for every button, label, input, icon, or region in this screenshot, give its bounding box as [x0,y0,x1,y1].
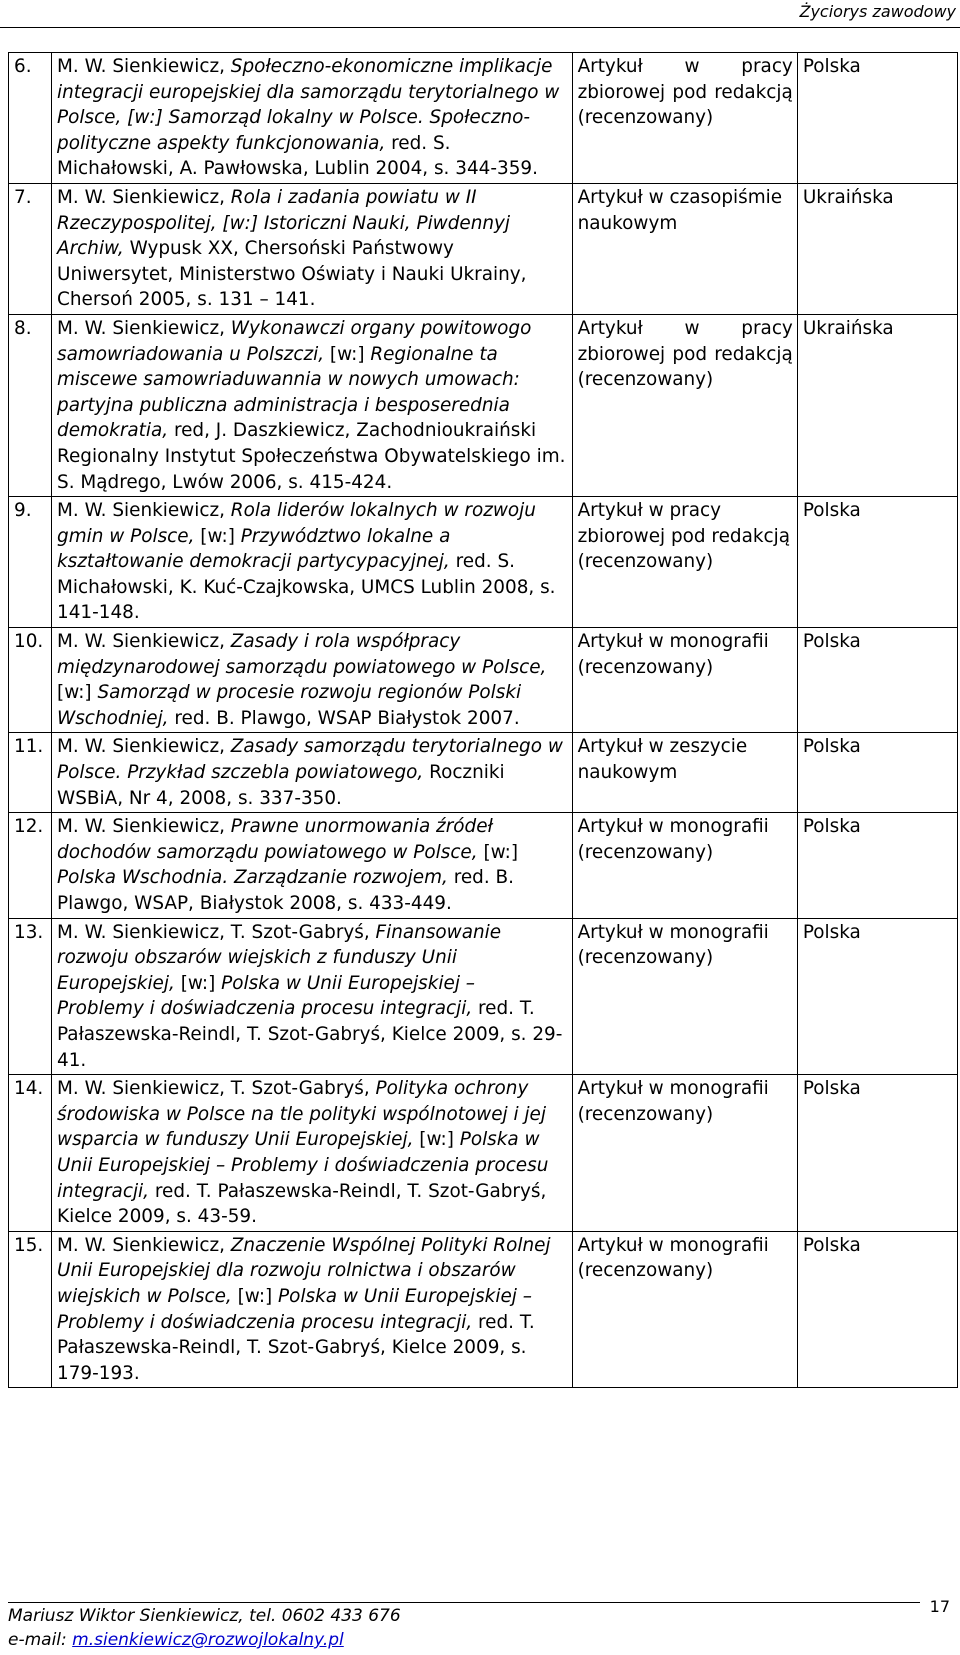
description-italic-segment: Zasady samorządu terytorialnego w Polsce. [57,736,563,784]
running-header: Życiorys zawodowy [799,2,956,21]
description-italic-segment: Polska w Unii Europejskiej – Problemy i doświadczenia procesu integracji, [57,972,475,1020]
publication-language: Polska [797,1075,957,1232]
publication-description [52,918,573,1075]
description-segment: red. S. Michałowski, A. Pawłowska, Lublin 2004, s. 344-359. [57,132,538,180]
description-segment: M. W. Sienkiewicz, [57,631,231,653]
publication-description [52,183,573,314]
publication-description [52,53,573,184]
row-number: 9. [9,497,52,628]
description-italic-segment: Finansowanie rozwoju obszarów wiejskich z funduszy Unii Europejskiej, [57,921,502,994]
header-divider [0,27,960,28]
description-segment: M. W. Sienkiewicz, [57,1234,231,1256]
description-segment: red. T. Pałaszewska-Reindl, T. Szot-Gabryś, Kielce 2009, s. 29-41. [57,998,563,1071]
publication-language: Polska [797,1231,957,1388]
publication-type: Artykuł w monografii (recenzowany) [572,918,797,1075]
description-italic-segment: Polityka ochrony środowiska w Polsce na tle polityki wspólnotowej i jej wsparcia w funduszy Unii Europejskiej, [57,1078,546,1151]
description-segment: M. W. Sienkiewicz, [57,317,231,339]
publication-description [52,1231,573,1388]
table-row [9,183,958,314]
publication-description [52,314,573,496]
publication-type: Artykuł w pracy zbiorowej pod redakcją (recenzowany) [572,53,797,184]
table-row [9,918,958,1075]
description-segment: red. B. Plawgo, WSAP, Białystok 2008, s. 433-449. [57,867,514,914]
description-segment: [w:] [194,525,241,547]
table-row [9,733,958,813]
description-segment: [w:] [413,1129,460,1151]
publication-description [52,1075,573,1232]
row-number: 15. [9,1231,52,1388]
publication-type: Artykuł w czasopiśmie naukowym [572,183,797,314]
description-italic-segment: Społeczno-ekonomiczne implikacje integracji europejskiej dla samorządu terytorialnego w Polsce, [w:] Samorząd lokalny w Polsce. Społeczno-polityczne aspekty funkcjonowania, [57,56,560,154]
publication-type: Artykuł w monografii (recenzowany) [572,1075,797,1232]
page-number: 17 [929,1597,950,1616]
description-segment: red. T. Pałaszewska-Reindl, T. Szot-Gabryś, Kielce 2009, s. 179-193. [57,1311,535,1384]
table-row [9,1075,958,1232]
description-segment: M. W. Sienkiewicz, T. Szot-Gabryś, [57,921,376,943]
publication-language: Polska [797,497,957,628]
description-italic-segment: Polska w Unii Europejskiej – Problemy i doświadczenia procesu integracji, [57,1129,549,1202]
publication-language: Ukraińska [797,183,957,314]
description-italic-segment: Polska w Unii Europejskiej – Problemy i doświadczenia procesu integracji, [57,1285,532,1333]
publication-description [52,497,573,628]
description-segment: [w:] [324,343,371,365]
row-number: 7. [9,183,52,314]
description-italic-segment: Wykonawczi organy powitowogo samowriadowania u Polszczi, [57,317,532,365]
publication-language: Polska [797,733,957,813]
publication-type: Artykuł w monografii (recenzowany) [572,1231,797,1388]
description-segment: red. B. Plawgo, WSAP Białystok 2007. [168,707,520,729]
row-number: 12. [9,813,52,918]
row-number: 10. [9,628,52,733]
description-segment: red. T. Pałaszewska-Reindl, T. Szot-Gabryś, Kielce 2009, s. 43-59. [57,1180,547,1228]
publication-type: Artykuł w monografii (recenzowany) [572,813,797,918]
description-italic-segment: Zasady i rola współpracy międzynarodowej samorządu powiatowego w Polsce, [57,631,547,678]
table-row [9,497,958,628]
description-segment: [w:] [231,1285,279,1307]
description-segment: M. W. Sienkiewicz, T. Szot-Gabryś, [57,1078,376,1100]
publications-table [8,52,958,1388]
description-segment: [w:] [477,841,519,863]
description-segment: M. W. Sienkiewicz, [57,56,231,77]
description-italic-segment: Regionalne ta miscewe samowriaduwannia w nowych umowach: partyjna publiczna administracja i besposerednia demokratia, [57,343,520,442]
description-segment: Wypusk XX, Chersoński Państwowy Uniwersytet, Ministerstwo Oświaty i Nauki Ukrainy, Chersoń 2005, s. 131 – 141. [57,238,527,311]
description-segment: red. S. Michałowski, K. Kuć-Czajkowska, UMCS Lublin 2008, s. 141-148. [57,551,556,624]
publication-description [52,733,573,813]
description-italic-segment: Znaczenie Wspólnej Polityki Rolnej Unii Europejskiej dla rozwoju rolnictwa i obszarów wiejskich w Polsce, [57,1234,551,1307]
publication-language: Polska [797,918,957,1075]
publication-language: Ukraińska [797,314,957,496]
description-italic-segment: Rola i zadania powiatu w II Rzeczypospolitej, [w:] Istoriczni Nauki, Piwdennyj Archiw, [57,186,511,260]
footer-divider [8,1602,920,1603]
publication-type: Artykuł w pracy zbiorowej pod redakcją (recenzowany) [572,497,797,628]
description-italic-segment: Polska Wschodnia. Zarządzanie rozwojem, [57,867,448,889]
publication-language: Polska [797,53,957,184]
footer-email-label: e-mail: [8,1630,73,1650]
description-italic-segment: Przywództwo lokalne a kształtowanie demokracji partycypacyjnej, [57,525,451,573]
publication-description [52,813,573,918]
description-italic-segment: Przykład szczebla powiatowego, [127,762,424,784]
description-segment: M. W. Sienkiewicz, [57,816,231,838]
description-segment: [w:] [57,682,98,704]
row-number: 11. [9,733,52,813]
footer-email-link[interactable]: m.sienkiewicz@rozwojlokalny.pl [72,1630,344,1650]
description-segment: M. W. Sienkiewicz, [57,736,231,758]
description-segment: red, J. Daszkiewicz, Zachodnioukraiński Regionalny Instytut Społeczeństwa Obywatelskiego im. S. Mądrego, Lwów 2006, s. 415-424. [57,420,566,493]
row-number: 14. [9,1075,52,1232]
footer-email-line [8,1630,344,1650]
footer-author-line: Mariusz Wiktor Sienkiewicz, tel. 0602 433 676 [8,1606,401,1626]
publication-language: Polska [797,628,957,733]
table-row [9,314,958,496]
row-number: 13. [9,918,52,1075]
description-segment: Roczniki WSBiA, Nr 4, 2008, s. 337-350. [57,762,505,809]
description-segment: [w:] [174,972,222,994]
description-segment: M. W. Sienkiewicz, [57,500,231,522]
publication-type: Artykuł w pracy zbiorowej pod redakcją (recenzowany) [572,314,797,496]
row-number: 6. [9,53,52,184]
publication-type: Artykuł w zeszycie naukowym [572,733,797,813]
description-italic-segment: Samorząd w procesie rozwoju regionów Polski Wschodniej, [57,682,522,729]
description-italic-segment: Prawne unormowania źródeł dochodów samorządu powiatowego w Polsce, [57,816,493,863]
publication-language: Polska [797,813,957,918]
table-row [9,628,958,733]
table-row [9,1231,958,1388]
table-row [9,53,958,184]
publications-table-body [9,53,958,1388]
publication-type: Artykuł w monografii (recenzowany) [572,628,797,733]
description-segment: M. W. Sienkiewicz, [57,186,231,208]
description-italic-segment: Rola liderów lokalnych w rozwoju gmin w Polsce, [57,500,536,547]
publication-description [52,628,573,733]
table-row [9,813,958,918]
row-number: 8. [9,314,52,496]
